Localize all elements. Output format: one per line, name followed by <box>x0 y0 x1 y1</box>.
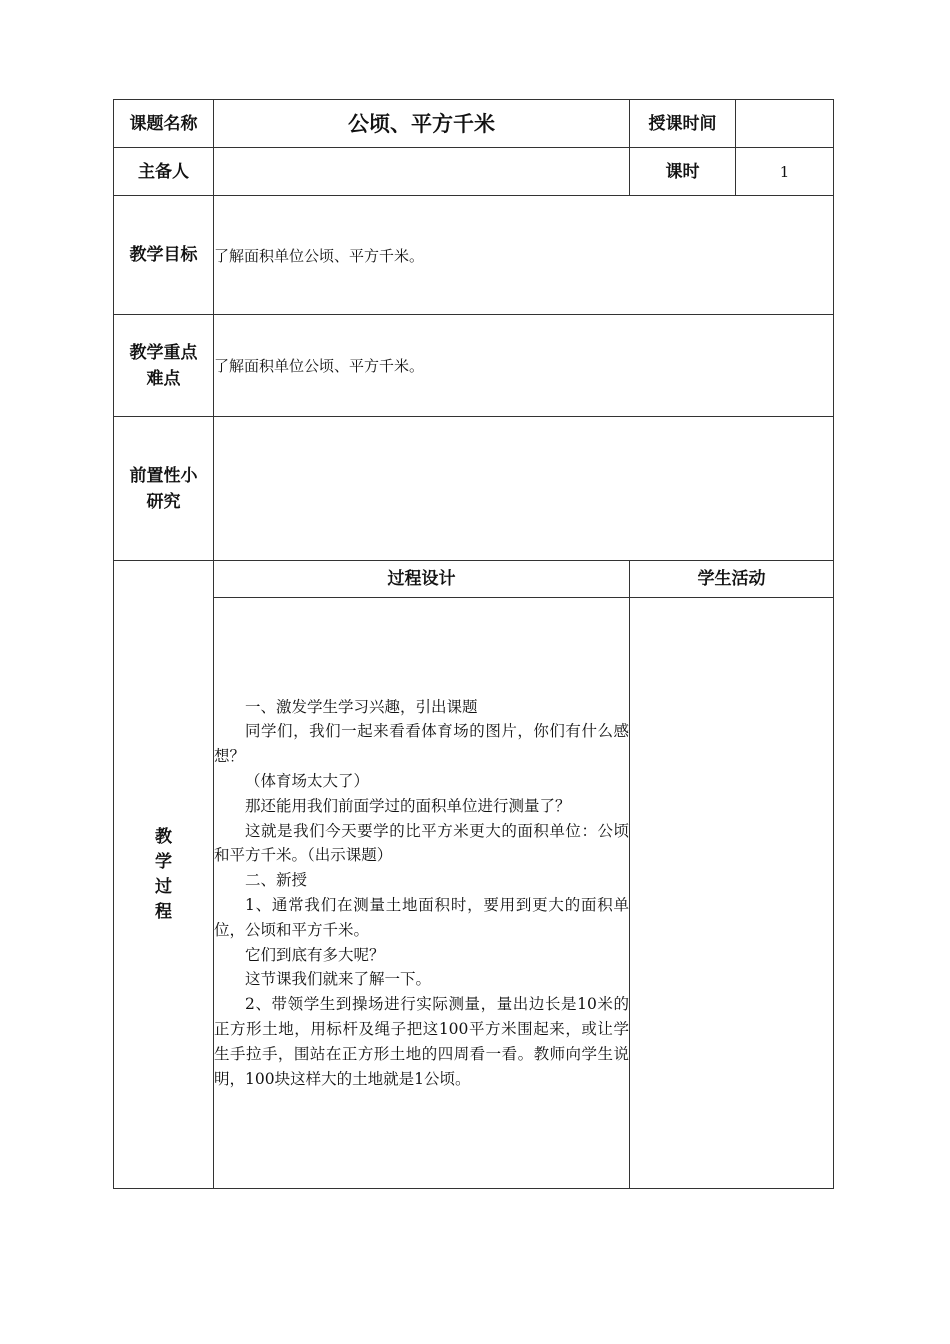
key-points-row <box>114 315 834 417</box>
topic-title: 公顷、平方千米 <box>214 100 630 148</box>
key-points-label-line2: 难点 <box>146 368 181 389</box>
preparer-row <box>114 148 834 196</box>
process-paragraph: 2、带领学生到操场进行实际测量，量出边长是10米的正方形土地，用标杆及绳子把这100平方米围起来，或让学生手拉手，围站在正方形土地的四周看一看。教师向学生说明，100块这样大的土地就是1公顷。 <box>214 995 629 1088</box>
preparer-value <box>214 148 630 196</box>
process-paragraph: 1、通常我们在测量土地面积时，要用到更大的面积单位，公顷和平方千米。 <box>214 896 629 939</box>
pre-study-label-line2: 研究 <box>146 491 181 512</box>
activity-header: 学生活动 <box>630 561 834 598</box>
objectives-row <box>114 196 834 315</box>
process-paragraph: 这节课我们就来了解一下。 <box>245 970 432 989</box>
process-design-content <box>214 598 630 1189</box>
process-header-row <box>114 561 834 598</box>
key-points-label-line1: 教学重点 <box>129 342 198 363</box>
process-paragraph: （体育场太大了） <box>245 772 370 791</box>
preparer-label: 主备人 <box>114 148 214 196</box>
process-label-char: 教 <box>155 826 172 847</box>
objectives-label: 教学目标 <box>114 196 214 315</box>
process-label <box>114 561 214 1189</box>
pre-study-row <box>114 417 834 561</box>
process-paragraph: 一、激发学生学习兴趣，引出课题 <box>245 697 478 716</box>
time-value <box>736 100 834 148</box>
process-paragraph: 同学们，我们一起来看看体育场的图片，你们有什么感想？ <box>214 722 629 766</box>
period-value: 1 <box>736 148 834 196</box>
pre-study-text <box>214 417 834 561</box>
pre-study-label-line1: 前置性小 <box>129 465 198 486</box>
key-points-text: 了解面积单位公顷、平方千米。 <box>214 315 834 417</box>
process-content-row <box>114 598 834 1189</box>
topic-row <box>114 100 834 148</box>
process-paragraph: 它们到底有多大呢？ <box>245 945 385 964</box>
process-label-char: 程 <box>155 901 172 922</box>
process-label-char: 学 <box>155 851 172 872</box>
design-header: 过程设计 <box>214 561 630 598</box>
pre-study-label <box>114 417 214 561</box>
period-label: 课时 <box>630 148 736 196</box>
key-points-label <box>114 315 214 417</box>
process-paragraph: 这就是我们今天要学的比平方米更大的面积单位：公顷和平方千米。（出示课题） <box>214 821 629 865</box>
time-label: 授课时间 <box>630 100 736 148</box>
process-label-char: 过 <box>155 876 172 897</box>
process-paragraph: 那还能用我们前面学过的面积单位进行测量了？ <box>245 796 571 815</box>
topic-label: 课题名称 <box>114 100 214 148</box>
objectives-text: 了解面积单位公顷、平方千米。 <box>214 196 834 315</box>
process-paragraph: 二、新授 <box>245 871 308 890</box>
student-activity-content <box>630 598 834 1189</box>
lesson-plan-table <box>113 99 834 1189</box>
